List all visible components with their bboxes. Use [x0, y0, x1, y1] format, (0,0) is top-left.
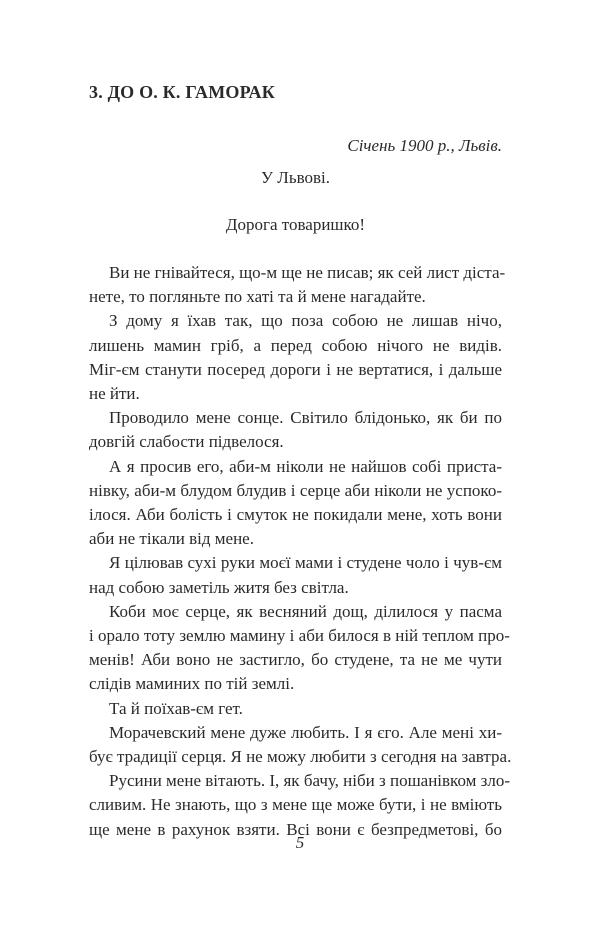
paragraph-line: Морачевский мене дуже любить. І я єго. Але мені хи-	[109, 722, 502, 742]
paragraph-line: А я просив его, аби-м ніколи не найшов собі приста-	[109, 456, 502, 476]
paragraph-line: ілося. Аби болість і смуток не покидали мене, хоть вони	[89, 505, 502, 525]
paragraph-line: Проводило мене сонце. Світило блідонько, як би по	[109, 408, 502, 428]
letter-heading: 3. ДО О. К. ГАМОРАК	[89, 82, 275, 102]
paragraph-line: менів! Аби воно не застигло, бо студене, та не ме чути	[89, 650, 502, 670]
paragraph-line: Міг-єм станути посеред дороги і не вертатися, і дальше	[89, 359, 502, 379]
paragraph-line: бує традиції серця. Я не можу любити з сегодня на завтра.	[89, 747, 512, 767]
paragraph-line: ще мене в рахунок взяти. Всі вони є безпредметові, бо	[89, 819, 502, 839]
paragraph-line: лишень мамин гріб, а перед собою нічого не видів.	[89, 335, 502, 355]
paragraph-line: довгій слабости підвелося.	[89, 432, 284, 452]
paragraph-line: нете, то погляньте по хаті та й мене нагадайте.	[89, 287, 426, 307]
paragraph-line: і орало тоту землю мамину і аби билося в ній теплом про-	[89, 626, 510, 646]
paragraph-line: нівку, аби-м блудом блудив і серце аби ніколи не успоко-	[89, 480, 502, 500]
paragraph-line: сливим. Не знають, що з мене ще може бути, і не вміють	[89, 795, 502, 815]
paragraph-line: не йти.	[89, 384, 140, 404]
paragraph-line: Русини мене вітають. І, як бачу, ніби з пошанівком зло-	[109, 771, 510, 791]
paragraph-line: Коби моє серце, як весняний дощ, ділилося у пасма	[109, 601, 502, 621]
letter-salutation: Дорога товаришко!	[225, 215, 366, 234]
letter-body	[89, 261, 512, 842]
paragraph-line: Я цілював сухі руки моєї мами і студене чоло і чув-єм	[109, 553, 502, 573]
paragraph-line: слідів маминих по тій землі.	[89, 674, 295, 694]
paragraph-line: З дому я їхав так, що поза собою не лишав нічо,	[109, 311, 502, 331]
paragraph-line: Та й поїхав-єм гет.	[109, 698, 243, 718]
paragraph-line: над собою заметіль житя без світла.	[89, 577, 349, 597]
letter-address: У Львові.	[261, 168, 330, 187]
paragraph-line: аби не тікали від мене.	[89, 529, 254, 549]
letter-dateline: Січень 1900 р., Львів.	[347, 136, 502, 155]
page-number: 5	[295, 833, 305, 852]
paragraph-line: Ви не гнівайтеся, що-м ще не писав; як сей лист діста-	[109, 263, 506, 282]
